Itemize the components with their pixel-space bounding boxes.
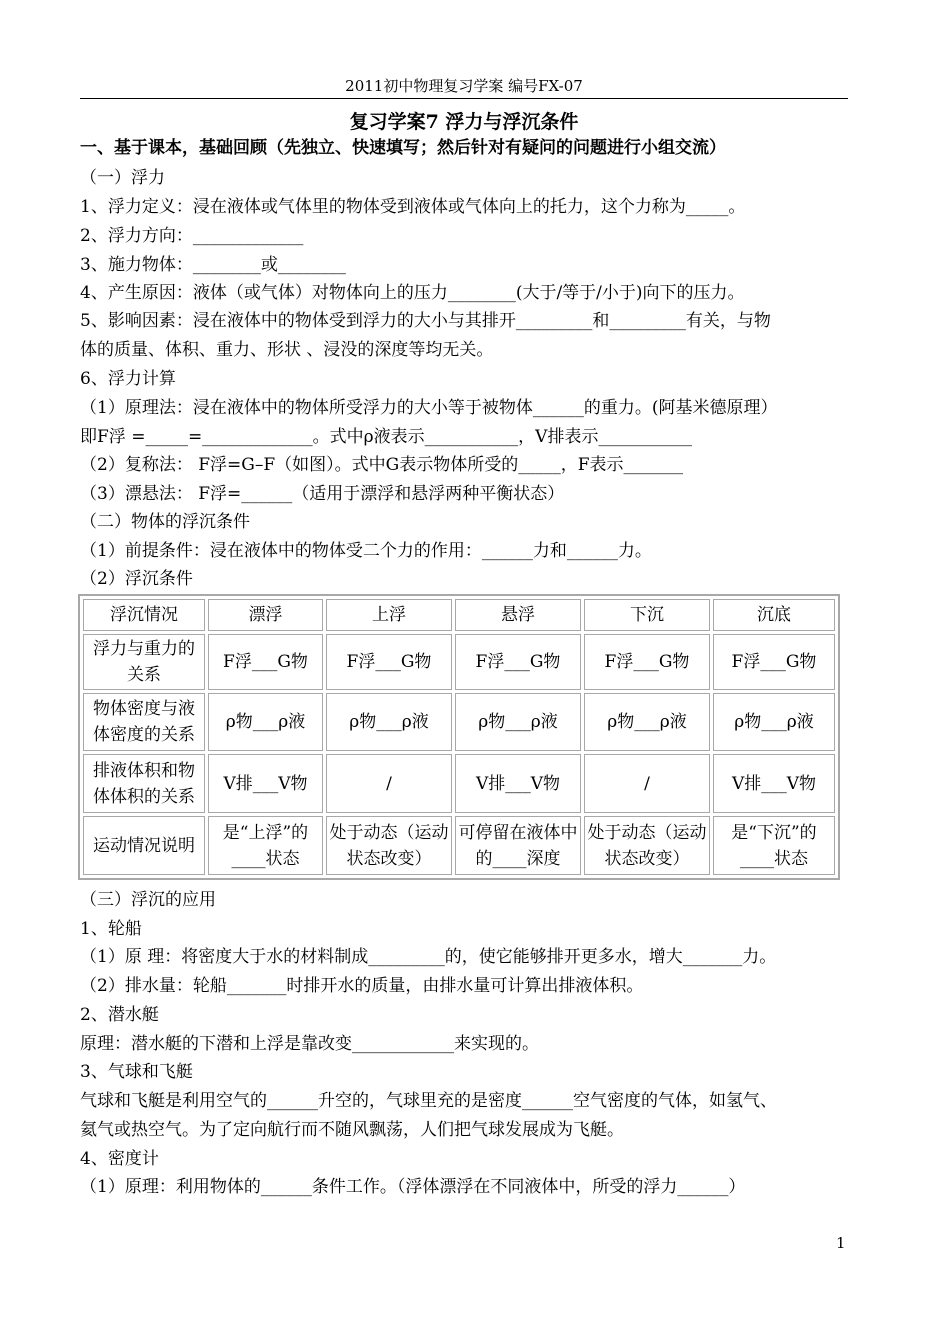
page-title: 复习学案7 浮力与浮沉条件: [349, 111, 579, 133]
text-line: （2）排水量：轮船_______时排开水的质量，由排水量可计算出排液体积。: [80, 976, 644, 996]
text-line: 5、影响因素：浸在液体中的物体受到浮力的大小与其排开_________和_________有关，与物: [80, 311, 771, 331]
subsection-heading: （二）物体的浮沉条件: [80, 512, 250, 532]
table-cell: V排___V物: [713, 754, 835, 813]
table-cell: 可停留在液体中的____深度: [455, 816, 581, 875]
table-cell: F浮___G物: [584, 634, 710, 690]
text-line: 氦气或热空气。为了定向航行而不随风飘荡，人们把气球发展成为飞艇。: [80, 1120, 624, 1140]
header-rule: [80, 98, 848, 99]
table-cell: 是“下沉”的____状态: [713, 816, 835, 875]
table-cell: /: [326, 754, 452, 813]
table-cell: F浮___G物: [713, 634, 835, 690]
text-line: （1）原理：利用物体的______条件工作。（浮体漂浮在不同液体中，所受的浮力______）: [80, 1177, 746, 1197]
running-header: 2011初中物理复习学案 编号FX-07: [345, 77, 583, 95]
text-line: 2、浮力方向：_____________: [80, 226, 304, 246]
table-cell: ρ物___ρ液: [326, 693, 452, 751]
text-line: 即F浮 =_____=_____________。式中ρ液表示___________，V排表示___________: [80, 427, 692, 447]
text-line: 3、施力物体：________或________: [80, 255, 346, 275]
text-line: （2）复称法： F浮=G–F（如图）。式中G表示物体所受的_____，F表示_______: [80, 455, 684, 475]
table-row: [83, 754, 835, 813]
table-cell: 是“上浮”的____状态: [208, 816, 323, 875]
table-row: [83, 693, 835, 751]
text-line: 3、气球和飞艇: [80, 1062, 193, 1082]
text-line: （1）前提条件：浸在液体中的物体受二个力的作用：______力和______力。: [80, 541, 652, 561]
table-cell: ρ物___ρ液: [455, 693, 581, 751]
text-line: 1、轮船: [80, 919, 142, 939]
table-header-cell: 沉底: [713, 599, 835, 631]
table-cell: ρ物___ρ液: [208, 693, 323, 751]
subsection-heading: （三）浮沉的应用: [80, 890, 216, 910]
text-line: （2）浮沉条件: [80, 569, 193, 589]
table-cell: V排___V物: [208, 754, 323, 813]
table-header-cell: 悬浮: [455, 599, 581, 631]
text-line: 2、潜水艇: [80, 1005, 159, 1025]
text-line: 4、产生原因：液体（或气体）对物体向上的压力________(大于/等于/小于)向下的压力。: [80, 283, 745, 303]
table-header-cell: 漂浮: [208, 599, 323, 631]
table-header-cell: 浮沉情况: [83, 599, 205, 631]
table-cell: 处于动态（运动状态改变）: [584, 816, 710, 875]
section-heading: 一、基于课本，基础回顾（先独立、快速填写；然后针对有疑问的问题进行小组交流）: [80, 138, 726, 158]
table-row: [83, 634, 835, 690]
text-line: 体的质量、体积、重力、形状 、浸没的深度等均无关。: [80, 340, 494, 360]
row-label-cell: 排液体积和物体体积的关系: [83, 754, 205, 813]
row-label-cell: 运动情况说明: [83, 816, 205, 875]
table-row: [83, 816, 835, 875]
table-cell: ρ物___ρ液: [584, 693, 710, 751]
text-line: （1）原 理：将密度大于水的材料制成_________的，使它能够排开更多水，增大_______力。: [80, 947, 777, 967]
text-line: 1、浮力定义：浸在液体或气体里的物体受到液体或气体向上的托力，这个力称为_____。: [80, 197, 746, 217]
text-line: 4、密度计: [80, 1149, 159, 1169]
table-header-row: [83, 599, 835, 631]
table-header-cell: 上浮: [326, 599, 452, 631]
table-cell: F浮___G物: [455, 634, 581, 690]
text-line: 6、浮力计算: [80, 369, 176, 389]
text-line: 原理：潜水艇的下潜和上浮是靠改变____________来实现的。: [80, 1034, 539, 1054]
table-cell: /: [584, 754, 710, 813]
float-sink-table: [78, 594, 840, 880]
text-line: （1）原理法：浸在液体中的物体所受浮力的大小等于被物体______的重力。(阿基米德原理）: [80, 398, 778, 418]
table-cell: V排___V物: [455, 754, 581, 813]
table-cell: F浮___G物: [208, 634, 323, 690]
text-line: 气球和飞艇是利用空气的______升空的，气球里充的是密度______空气密度的气体，如氢气、: [80, 1091, 777, 1111]
subsection-heading: （一）浮力: [80, 168, 165, 188]
row-label-cell: 物体密度与液体密度的关系: [83, 693, 205, 751]
table-cell: ρ物___ρ液: [713, 693, 835, 751]
row-label-cell: 浮力与重力的关系: [83, 634, 205, 690]
table-cell: 处于动态（运动状态改变）: [326, 816, 452, 875]
text-line: （3）漂悬法： F浮=______（适用于漂浮和悬浮两种平衡状态）: [80, 484, 565, 504]
table-header-cell: 下沉: [584, 599, 710, 631]
table-cell: F浮___G物: [326, 634, 452, 690]
page-number: 1: [836, 1234, 846, 1252]
